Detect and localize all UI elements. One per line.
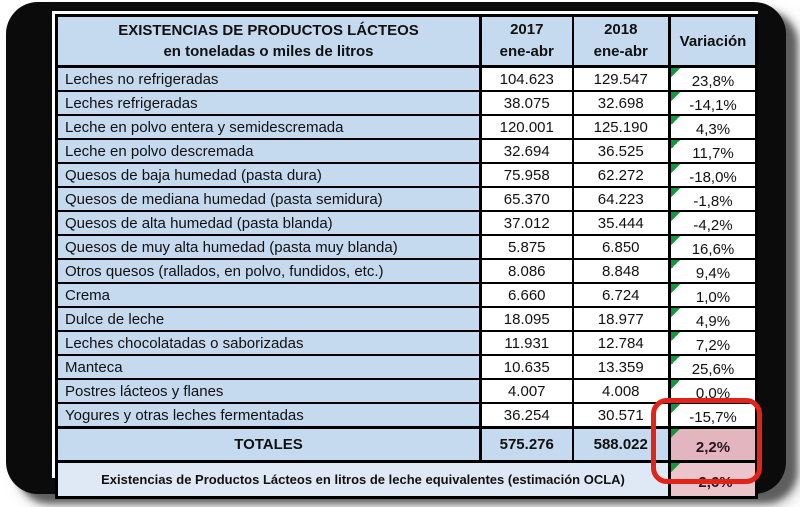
product-label: Otros quesos (rallados, en polvo, fundidos, etc.) <box>57 259 481 283</box>
table-row <box>57 355 757 379</box>
variation-value: -15,7% <box>689 409 737 426</box>
value-2018: 18.977 <box>573 307 670 331</box>
totals-label: TOTALES <box>57 428 481 462</box>
value-2017: 75.958 <box>481 163 573 187</box>
variation-value: 0,0% <box>695 385 731 402</box>
variation-cell <box>670 283 757 307</box>
variation-cell <box>670 259 757 283</box>
value-2017: 8.086 <box>481 259 573 283</box>
product-label: Quesos de muy alta humedad (pasta muy blanda) <box>57 235 481 259</box>
product-label: Leches chocolatadas o saborizadas <box>57 331 481 355</box>
value-2018: 35.444 <box>573 211 670 235</box>
value-2018: 36.525 <box>573 139 670 163</box>
dairy-stocks-table <box>55 14 758 499</box>
column-header-2018 <box>573 16 670 67</box>
variation-value: 7,2% <box>695 337 731 354</box>
variation-value: -18,0% <box>689 169 737 186</box>
variation-cell <box>670 187 757 211</box>
totals-variation-value: 2,2% <box>695 438 731 456</box>
table-row <box>57 379 757 403</box>
table-row <box>57 67 757 92</box>
value-2018: 13.359 <box>573 355 670 379</box>
year-2017-label: 2017 <box>510 21 544 38</box>
totals-row <box>57 428 757 462</box>
value-2018: 125.190 <box>573 115 670 139</box>
value-2017: 6.660 <box>481 283 573 307</box>
flag-triangle-icon <box>671 380 680 389</box>
variation-cell <box>670 235 757 259</box>
flag-triangle-icon <box>671 463 680 472</box>
variation-cell <box>670 403 757 428</box>
value-2018: 32.698 <box>573 91 670 115</box>
variation-cell <box>670 379 757 403</box>
value-2017: 37.012 <box>481 211 573 235</box>
variation-cell <box>670 307 757 331</box>
table-row <box>57 403 757 428</box>
variation-value: 4,9% <box>695 313 731 330</box>
variation-value: -1,8% <box>693 193 733 210</box>
flag-triangle-icon <box>671 116 680 125</box>
variation-value: 11,7% <box>692 145 734 162</box>
value-2018: 6.724 <box>573 283 670 307</box>
variation-value: -14,1% <box>689 97 737 114</box>
value-2018: 6.850 <box>573 235 670 259</box>
table-row <box>57 211 757 235</box>
product-label: Leche en polvo entera y semidescremada <box>57 115 481 139</box>
value-2017: 120.001 <box>481 115 573 139</box>
flag-triangle-icon <box>671 236 680 245</box>
footer-row <box>57 462 757 498</box>
table-row <box>57 307 757 331</box>
value-2018: 129.547 <box>573 67 670 92</box>
table-row <box>57 331 757 355</box>
product-label: Quesos de alta humedad (pasta blanda) <box>57 211 481 235</box>
variation-cell <box>670 355 757 379</box>
flag-triangle-icon <box>671 212 680 221</box>
variation-value: 4,3% <box>695 121 731 138</box>
product-label: Leches refrigeradas <box>57 91 481 115</box>
variation-cell <box>670 91 757 115</box>
product-label: Leche en polvo descremada <box>57 139 481 163</box>
totals-variation-cell <box>670 428 757 462</box>
table-panel <box>52 11 758 491</box>
footer-label: Existencias de Productos Lácteos en litros de leche equivalentes (estimación OCLA) <box>57 462 670 498</box>
table-row <box>57 91 757 115</box>
picture-frame <box>6 2 786 494</box>
value-2017: 18.095 <box>481 307 573 331</box>
variation-value: 23,8% <box>691 73 735 90</box>
header-row <box>57 16 757 67</box>
product-label: Quesos de mediana humedad (pasta semidura) <box>57 187 481 211</box>
value-2017: 10.635 <box>481 355 573 379</box>
flag-triangle-icon <box>671 332 680 341</box>
value-2018: 64.223 <box>573 187 670 211</box>
value-2017: 104.623 <box>481 67 573 92</box>
variation-cell <box>670 211 757 235</box>
value-2017: 5.875 <box>481 235 573 259</box>
totals-2017-value: 575.276 <box>481 428 573 462</box>
flag-triangle-icon <box>671 164 680 173</box>
variation-cell <box>670 163 757 187</box>
product-label: Postres lácteos y flanes <box>57 379 481 403</box>
column-header-2017 <box>481 16 573 67</box>
value-2018: 62.272 <box>573 163 670 187</box>
footer-variation-value: -2,6% <box>693 473 733 491</box>
variation-cell <box>670 139 757 163</box>
variation-cell <box>670 331 757 355</box>
value-2018: 12.784 <box>573 331 670 355</box>
variation-value: 16,6% <box>691 241 735 258</box>
flag-triangle-icon <box>671 188 680 197</box>
flag-triangle-icon <box>671 92 680 101</box>
product-label: Crema <box>57 283 481 307</box>
product-label: Leches no refrigeradas <box>57 67 481 92</box>
table-row <box>57 187 757 211</box>
table-row <box>57 283 757 307</box>
variation-value: 1,0% <box>695 289 731 306</box>
totals-2018-value: 588.022 <box>573 428 670 462</box>
value-2017: 4.007 <box>481 379 573 403</box>
flag-triangle-icon <box>671 260 680 269</box>
variation-value: 9,4% <box>695 265 731 282</box>
product-label: Manteca <box>57 355 481 379</box>
value-2018: 30.571 <box>573 403 670 428</box>
value-2018: 8.848 <box>573 259 670 283</box>
variation-cell <box>670 67 757 92</box>
flag-triangle-icon <box>671 429 680 438</box>
value-2017: 32.694 <box>481 139 573 163</box>
product-label: Yogures y otras leches fermentadas <box>57 403 481 428</box>
variation-cell <box>670 115 757 139</box>
value-2017: 65.370 <box>481 187 573 211</box>
variation-value: 25,6% <box>691 361 735 378</box>
period-2018-label: ene-abr <box>593 43 648 60</box>
flag-triangle-icon <box>671 68 680 77</box>
table-title-cell <box>57 16 481 67</box>
table-row <box>57 163 757 187</box>
table-row <box>57 139 757 163</box>
variation-value: -4,2% <box>693 217 733 234</box>
value-2017: 11.931 <box>481 331 573 355</box>
table-title-line2: en toneladas o miles de litros <box>163 43 374 60</box>
year-2018-label: 2018 <box>604 21 638 38</box>
table-row <box>57 259 757 283</box>
flag-triangle-icon <box>671 308 680 317</box>
table-title-line1: EXISTENCIAS DE PRODUCTOS LÁCTEOS <box>118 22 419 39</box>
value-2017: 36.254 <box>481 403 573 428</box>
table-row <box>57 235 757 259</box>
product-label: Quesos de baja humedad (pasta dura) <box>57 163 481 187</box>
flag-triangle-icon <box>671 356 680 365</box>
flag-triangle-icon <box>671 404 680 413</box>
column-header-variation: Variación <box>670 16 757 67</box>
footer-variation-cell <box>670 462 757 498</box>
value-2017: 38.075 <box>481 91 573 115</box>
flag-triangle-icon <box>671 140 680 149</box>
flag-triangle-icon <box>671 284 680 293</box>
value-2018: 4.008 <box>573 379 670 403</box>
period-2017-label: ene-abr <box>499 43 554 60</box>
product-label: Dulce de leche <box>57 307 481 331</box>
table-row <box>57 115 757 139</box>
